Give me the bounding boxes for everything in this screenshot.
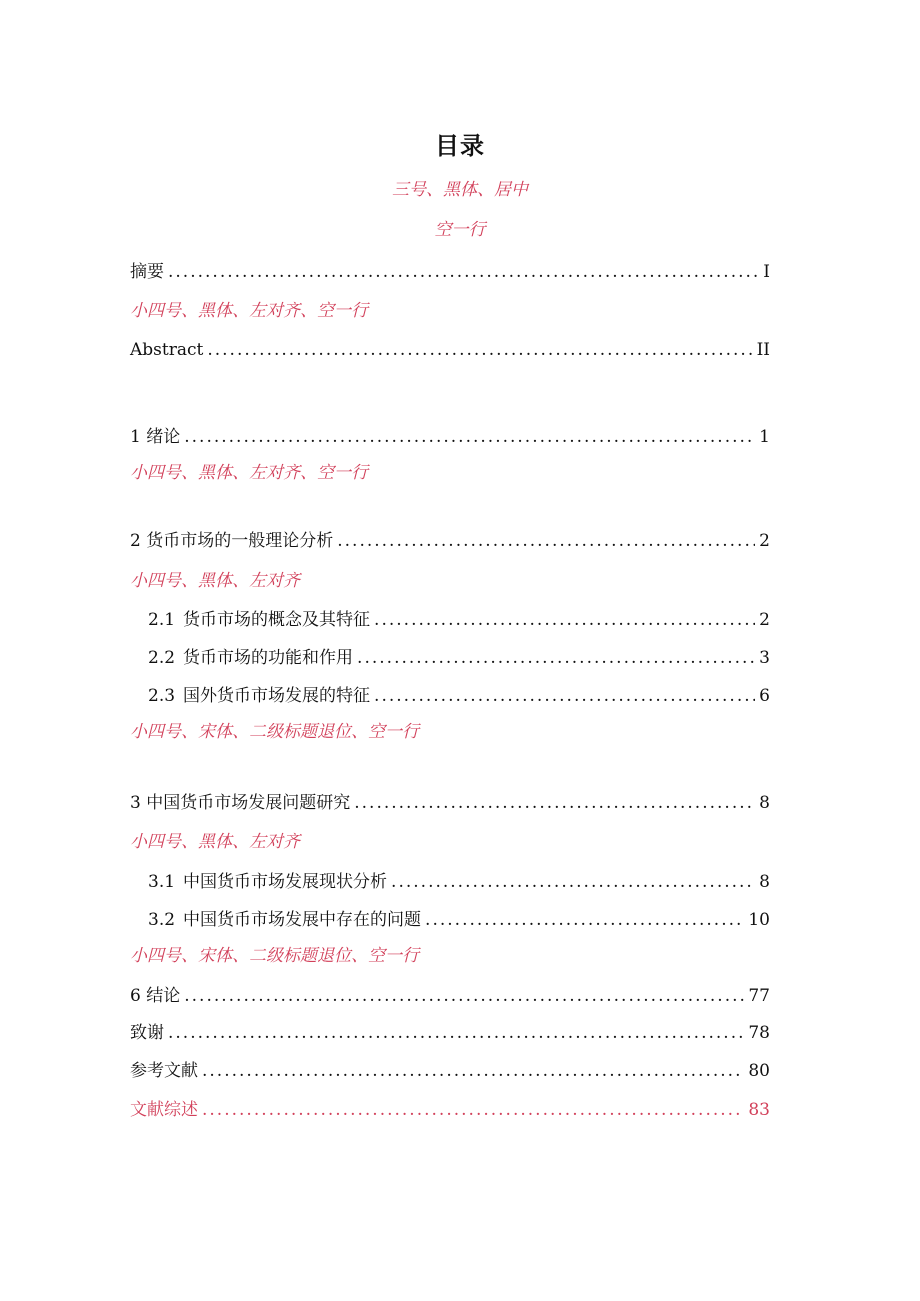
toc-section-number: 3.1 (148, 872, 176, 892)
toc-label: 致谢 (130, 1023, 164, 1043)
leader-dots (202, 1100, 744, 1120)
toc-label: 文献综述 (130, 1100, 198, 1120)
leader-dots (207, 340, 752, 360)
toc-page-number: 78 (748, 1023, 770, 1043)
toc-page-number: 3 (759, 648, 770, 668)
toc-label: 摘要 (130, 262, 164, 282)
toc-label: 国外货币市场发展的特征 (183, 686, 371, 706)
toc-page-number: 1 (759, 427, 770, 447)
toc-page-number: 8 (759, 872, 770, 892)
ch2-format-note: 小四号、黑体、左对齐 (130, 571, 300, 591)
toc-page-number: 77 (748, 986, 770, 1006)
toc-page-number: 80 (748, 1061, 770, 1081)
ch3-format-note: 小四号、黑体、左对齐 (130, 832, 300, 852)
toc-entry-ch2-1[interactable] (148, 605, 770, 630)
toc-label: 3 中国货币市场发展问题研究 (130, 793, 351, 813)
toc-entry-references[interactable] (130, 1056, 770, 1081)
toc-page-number: 6 (759, 686, 770, 706)
leader-dots (374, 610, 755, 630)
toc-entry-thanks[interactable] (130, 1018, 770, 1043)
ch3-sub-format-note: 小四号、宋体、二级标题退位、空一行 (130, 946, 419, 966)
abstract-format-note: 小四号、黑体、左对齐、空一行 (130, 301, 368, 321)
toc-label: Abstract (130, 340, 204, 360)
toc-section-number: 2.2 (148, 648, 176, 668)
title-format-note: 三号、黑体、居中 (392, 180, 528, 200)
ch1-format-note: 小四号、黑体、左对齐、空一行 (130, 463, 368, 483)
leader-dots (391, 872, 755, 892)
toc-page-number: 2 (759, 531, 770, 551)
leader-dots (202, 1061, 744, 1081)
toc-entry-literature-review[interactable] (130, 1095, 770, 1120)
toc-page-number: 2 (759, 610, 770, 630)
toc-page-number: 10 (748, 910, 770, 930)
toc-section-number: 3.2 (148, 910, 176, 930)
toc-page-number: 83 (748, 1100, 770, 1120)
toc-section-number: 2.3 (148, 686, 176, 706)
leader-dots (357, 648, 755, 668)
ch2-sub-format-note: 小四号、宋体、二级标题退位、空一行 (130, 722, 419, 742)
toc-page-number: 8 (759, 793, 770, 813)
leader-dots (374, 686, 755, 706)
toc-label: 中国货币市场发展中存在的问题 (183, 910, 422, 930)
toc-entry-ch3[interactable] (130, 788, 770, 813)
leader-dots (168, 1023, 744, 1043)
toc-label: 货币市场的功能和作用 (183, 648, 354, 668)
toc-page-number: I (763, 262, 770, 282)
leader-dots (168, 262, 759, 282)
leader-dots (425, 910, 744, 930)
toc-entry-ch1[interactable] (130, 422, 770, 447)
toc-entry-abstract-en[interactable] (130, 340, 770, 360)
toc-label: 参考文献 (130, 1061, 198, 1081)
toc-entry-ch2[interactable] (130, 526, 770, 551)
leader-dots (184, 986, 744, 1006)
blank-line-note: 空一行 (434, 220, 486, 240)
toc-label: 中国货币市场发展现状分析 (183, 872, 388, 892)
toc-label: 2 货币市场的一般理论分析 (130, 531, 334, 551)
toc-entry-ch3-2[interactable] (148, 905, 770, 930)
toc-section-number: 2.1 (148, 610, 176, 630)
toc-label: 6 结论 (130, 986, 181, 1006)
toc-entry-ch2-3[interactable] (148, 681, 770, 706)
toc-page-number: II (756, 340, 770, 360)
leader-dots (184, 427, 755, 447)
toc-entry-ch3-1[interactable] (148, 867, 770, 892)
toc-title: 目录 (435, 132, 485, 160)
toc-entry-ch2-2[interactable] (148, 643, 770, 668)
toc-label: 货币市场的概念及其特征 (183, 610, 371, 630)
toc-label: 1 绪论 (130, 427, 181, 447)
leader-dots (337, 531, 755, 551)
toc-entry-abstract-cn[interactable] (130, 257, 770, 282)
toc-entry-ch6[interactable] (130, 981, 770, 1006)
leader-dots (354, 793, 755, 813)
